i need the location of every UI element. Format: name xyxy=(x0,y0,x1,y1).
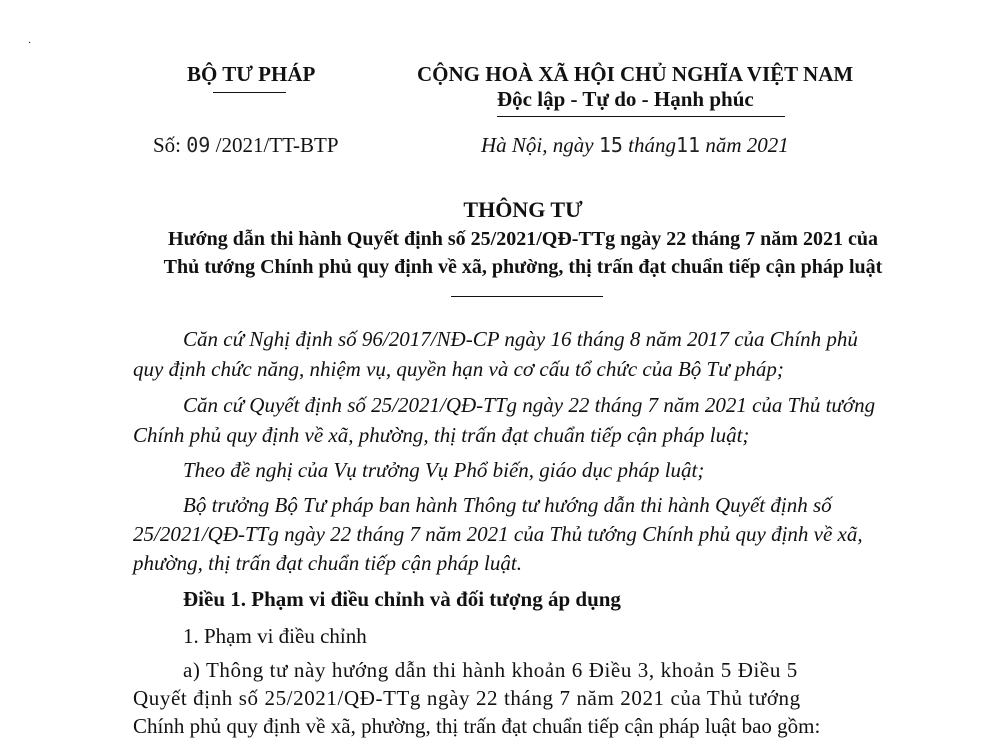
article-1-clause-1: 1. Phạm vi điều chỉnh xyxy=(183,624,367,648)
article-1-heading: Điều 1. Phạm vi điều chỉnh và đối tượng áp dụng xyxy=(183,587,621,611)
document-number xyxy=(153,133,339,158)
article-1-point-a-line-3: Chính phủ quy định về xã, phường, thị trấn đạt chuẩn tiếp cận pháp luật bao gồm: xyxy=(133,714,821,738)
preamble-4-line-1: Bộ trưởng Bộ Tư pháp ban hành Thông tư hướng dẫn thi hành Quyết định số xyxy=(183,493,832,517)
scan-speck: · xyxy=(28,38,32,49)
date-suffix: năm 2021 xyxy=(700,133,789,157)
article-1-point-a-line-2: Quyết định số 25/2021/QĐ-TTg ngày 22 tháng 7 năm 2021 của Thủ tướng xyxy=(133,686,801,710)
ministry-name: BỘ TƯ PHÁP xyxy=(187,62,316,86)
issue-date xyxy=(481,133,789,158)
doc-number-handwritten: 09 xyxy=(186,133,211,157)
preamble-3-line-1: Theo đề nghị của Vụ trưởng Vụ Phổ biến, giáo dục pháp luật; xyxy=(183,458,705,482)
preamble-2-line-1: Căn cứ Quyết định số 25/2021/QĐ-TTg ngày 22 tháng 7 năm 2021 của Thủ tướng xyxy=(183,393,876,417)
title-underline xyxy=(451,296,603,297)
doc-number-prefix: Số: xyxy=(153,133,187,157)
date-month-label: tháng xyxy=(622,133,677,157)
date-month-handwritten: 11 xyxy=(676,133,701,157)
motto-underline xyxy=(497,116,785,117)
preamble-4-line-3: phường, thị trấn đạt chuẩn tiếp cận pháp luật. xyxy=(133,551,522,575)
date-prefix: Hà Nội, ngày xyxy=(481,133,599,157)
preamble-1-line-2: quy định chức năng, nhiệm vụ, quyền hạn và cơ cấu tổ chức của Bộ Tư pháp; xyxy=(133,357,784,381)
country-name: CỘNG HOÀ XÃ HỘI CHỦ NGHĨA VIỆT NAM xyxy=(417,62,854,86)
title-line-1: Hướng dẫn thi hành Quyết định số 25/2021/QĐ-TTg ngày 22 tháng 7 năm 2021 của xyxy=(168,228,878,250)
date-day-handwritten: 15 xyxy=(598,133,623,157)
doc-number-suffix: /2021/TT-BTP xyxy=(210,133,339,157)
title-line-2: Thủ tướng Chính phủ quy định về xã, phường, thị trấn đạt chuẩn tiếp cận pháp luật xyxy=(163,256,883,278)
national-motto: Độc lập - Tự do - Hạnh phúc xyxy=(497,87,754,111)
preamble-1-line-1: Căn cứ Nghị định số 96/2017/NĐ-CP ngày 16 tháng 8 năm 2017 của Chính phủ xyxy=(183,327,858,351)
article-1-point-a-line-1: a) Thông tư này hướng dẫn thi hành khoản 6 Điều 3, khoản 5 Điều 5 xyxy=(183,658,798,682)
document-type: THÔNG TƯ xyxy=(463,197,583,222)
preamble-4-line-2: 25/2021/QĐ-TTg ngày 22 tháng 7 năm 2021 của Thủ tướng Chính phủ quy định về xã, xyxy=(133,522,863,546)
ministry-underline xyxy=(213,92,286,93)
preamble-2-line-2: Chính phủ quy định về xã, phường, thị trấn đạt chuẩn tiếp cận pháp luật; xyxy=(133,423,750,447)
